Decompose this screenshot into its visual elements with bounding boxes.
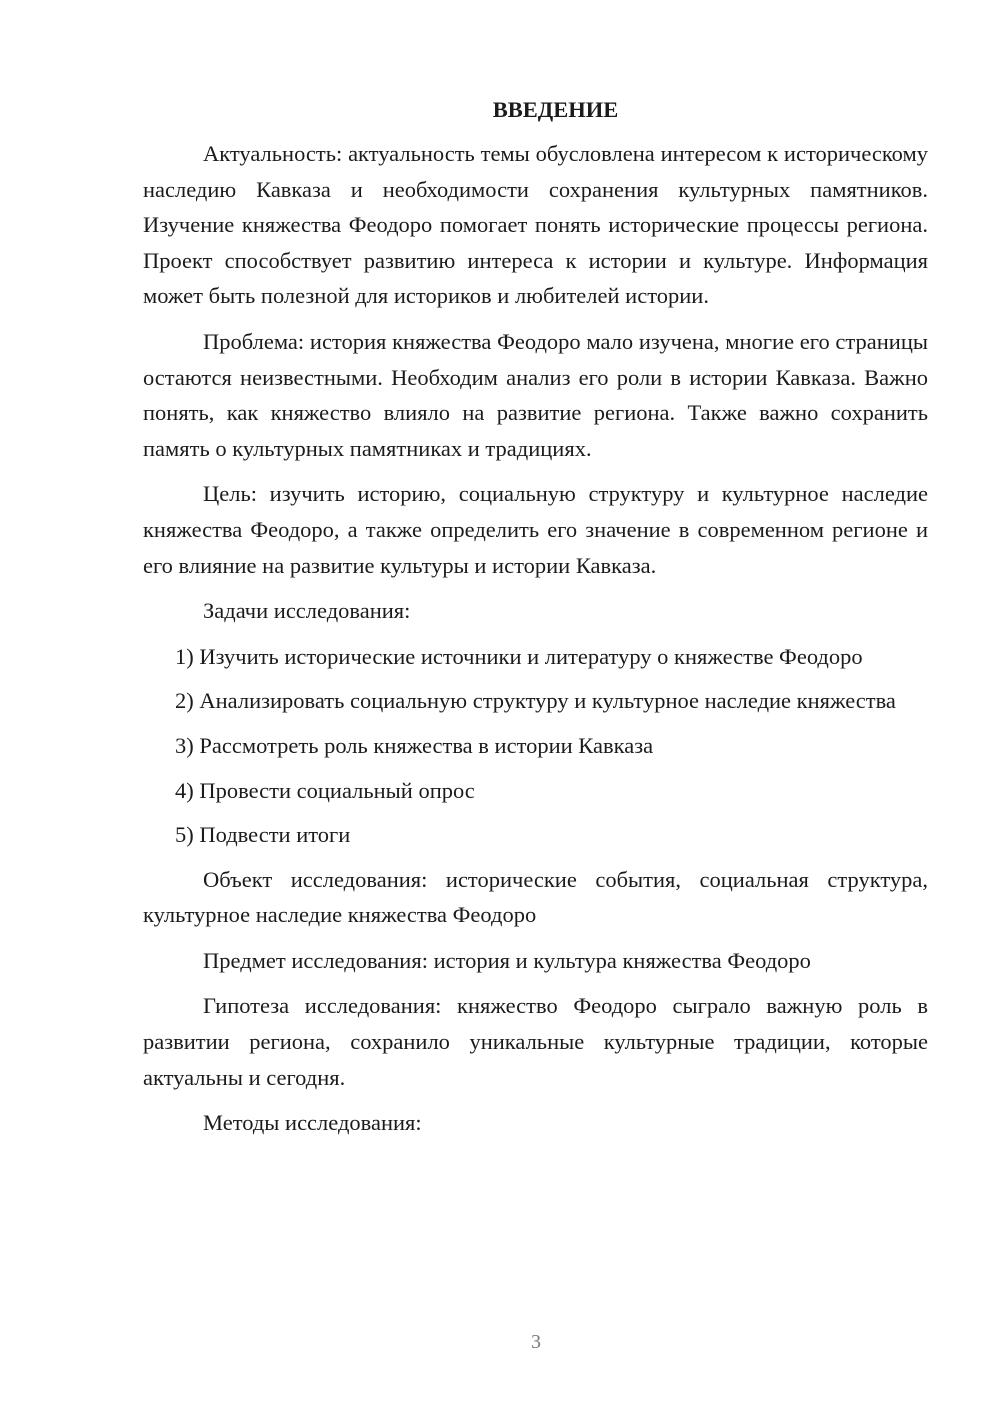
task-item-4: 4) Провести социальный опрос xyxy=(175,777,475,803)
page-number: 3 xyxy=(531,1331,541,1353)
hypothesis-paragraph: Гипотеза исследования: княжество Феодоро сыграло важную роль в развитии региона, сохранило уникальные культурные традиции, которые актуальны и сегодня. xyxy=(143,993,928,1090)
subject-paragraph: Предмет исследования: история и культура княжества Феодоро xyxy=(203,947,811,973)
task-item-2: 2) Анализировать социальную структуру и культурное наследие княжества xyxy=(175,688,896,714)
relevance-paragraph: Актуальность: актуальность темы обусловлена интересом к историческому наследию Кавказа и необходимости сохранения культурных памятников. Изучение княжества Феодоро помогает понять исторические процессы региона. Проект способствует развитию интереса к истории и культуре. Информация может быть полезной для историков и любителей истории. xyxy=(143,141,928,309)
task-item-3: 3) Рассмотреть роль княжества в истории Кавказа xyxy=(175,732,654,758)
page-content xyxy=(143,90,928,1151)
tasks-heading: Задачи исследования: xyxy=(203,598,411,624)
task-item-1: 1) Изучить исторические источники и литературу о княжестве Феодоро xyxy=(175,643,863,669)
task-item-5: 5) Подвести итоги xyxy=(175,822,351,848)
goal-paragraph: Цель: изучить историю, социальную структуру и культурное наследие княжества Феодоро, а также определить его значение в современном регионе и его влияние на развитие культуры и истории Кавказа. xyxy=(143,481,928,578)
methods-heading: Методы исследования: xyxy=(203,1110,422,1136)
problem-paragraph: Проблема: история княжества Феодоро мало изучена, многие его страницы остаются неизвестными. Необходим анализ его роли в истории Кавказа. Важно понять, как княжество влияло на развитие региона. Также важно сохранить память о культурных памятниках и традициях. xyxy=(143,328,928,461)
page-title: ВВЕДЕНИЕ xyxy=(492,97,619,122)
object-paragraph: Объект исследования: исторические события, социальная структура, культурное наследие княжества Феодоро xyxy=(143,866,928,928)
